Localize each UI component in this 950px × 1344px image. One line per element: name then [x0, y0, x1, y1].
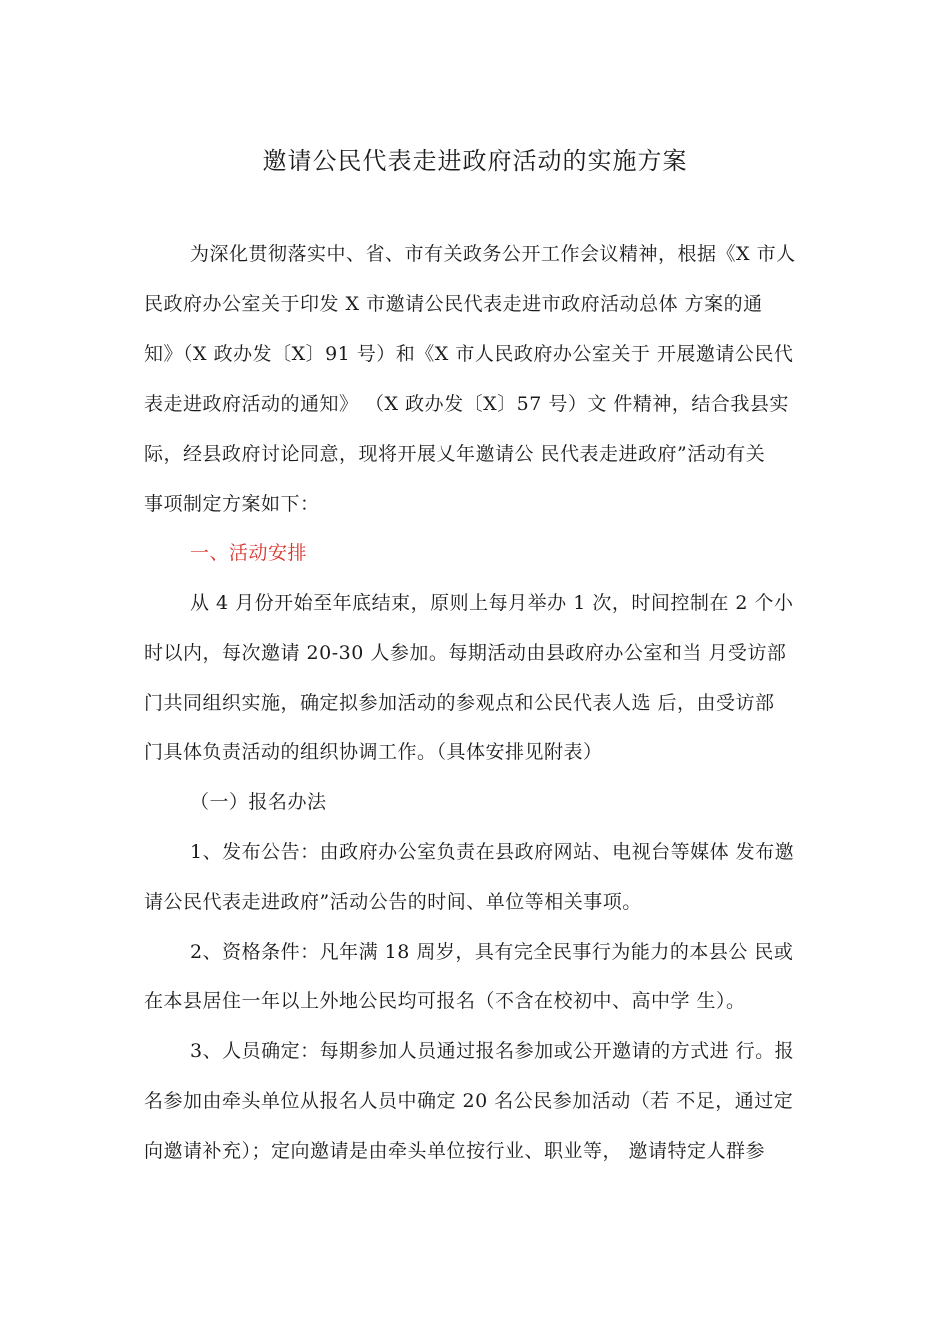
page-title: 邀请公民代表走进政府活动的实施方案 — [262, 147, 688, 175]
paragraph-line: 向邀请补充）；定向邀请是由牵头单位按行业、职业等， 邀请特定人群参 — [144, 1140, 766, 1162]
paragraph-line: 知》（X 政办发〔X〕91 号）和《X 市人民政府办公室关于 开展邀请公民代 — [144, 343, 794, 365]
paragraph-line: 2、资格条件：凡年满 18 周岁，具有完全民事行为能力的本县公 民或 — [190, 941, 794, 963]
paragraph-line: 3、人员确定：每期参加人员通过报名参加或公开邀请的方式进 行。报 — [190, 1040, 795, 1062]
paragraph-line: 表走进政府活动的通知》 （X 政办发〔X〕57 号）文 件精神，结合我县实 — [144, 393, 789, 415]
paragraph-line: 从 4 月份开始至年底结束，原则上每月举办 1 次，时间控制在 2 个小 — [190, 592, 794, 614]
paragraph-line: 在本县居住一年以上外地公民均可报名（不含在校初中、高中学 生）。 — [144, 990, 746, 1012]
paragraph-line: 门具体负责活动的组织协调工作。（具体安排见附表） — [144, 741, 603, 763]
paragraph-line: 请公民代表走进政府”活动公告的时间、单位等相关事项。 — [144, 891, 642, 913]
paragraph-line: 际，经县政府讨论同意，现将开展乂年邀请公 民代表走进政府”活动有关 — [144, 443, 766, 465]
paragraph-line: 民政府办公室关于印发 X 市邀请公民代表走进市政府活动总体 方案的通 — [144, 293, 763, 315]
paragraph-line: 门共同组织实施，确定拟参加活动的参观点和公民代表人选 后，由受访部 — [144, 692, 775, 714]
paragraph-line: 为深化贯彻落实中、省、市有关政务公开工作会议精神，根据《X 市人 — [190, 243, 796, 265]
section-heading: 一、活动安排 — [190, 542, 308, 564]
paragraph-line: 事项制定方案如下： — [144, 493, 320, 515]
paragraph-line: 时以内，每次邀请 20-30 人参加。每期活动由县政府办公室和当 月受访部 — [144, 642, 787, 664]
paragraph-line: 1、发布公告：由政府办公室负责在县政府网站、电视台等媒体 发布邀 — [190, 841, 795, 863]
paragraph-line: 名参加由牵头单位从报名人员中确定 20 名公民参加活动（若 不足，通过定 — [144, 1090, 794, 1112]
subsection-heading: （一）报名办法 — [190, 791, 327, 813]
